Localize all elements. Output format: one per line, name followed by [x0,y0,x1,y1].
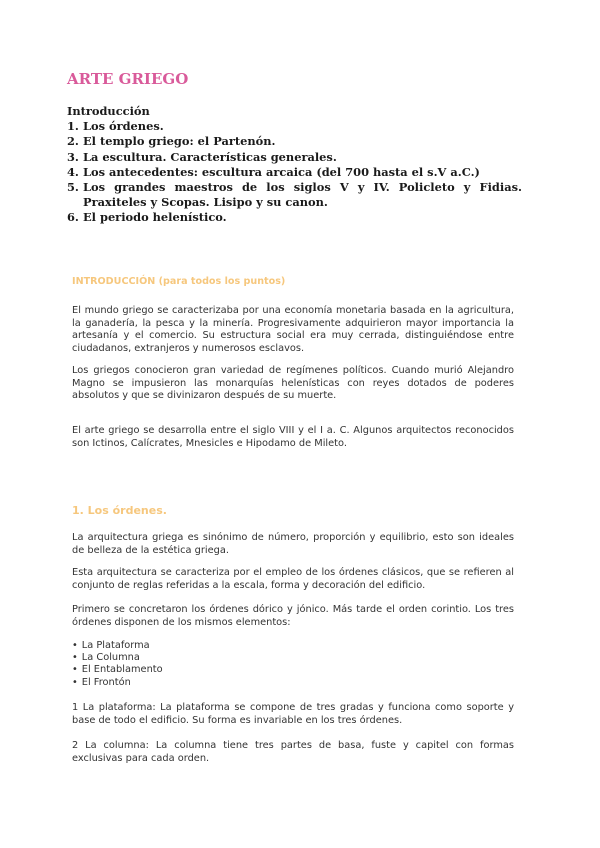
list-item: • La Plataforma [72,640,163,652]
toc-item [67,119,522,134]
toc-item-number: 4. [67,164,79,179]
toc-item-text: Los órdenes. [83,119,164,134]
paragraph: 2 La columna: La columna tiene tres partes de basa, fuste y capitel con formas exclusivas para cada orden. [72,740,514,764]
toc-item [67,134,522,149]
toc-list [67,119,522,225]
table-of-contents [67,104,522,226]
paragraph: El mundo griego se caracterizaba por una economía monetaria basada en la agricultura, la ganadería, la pesca y la minería. Progresivamente adquirieron mayor importancia la artesanía y el comercio. Su estructura social era muy cerrada, distinguiéndose entre ciudadanos, extranjeros y numerosos esclavos. [72,305,514,354]
section-heading-introduccion: INTRODUCCIÓN (para todos los puntos) [72,276,286,287]
paragraph: Primero se concretaron los órdenes dórico y jónico. Más tarde el orden corintio. Los tres órdenes disponen de los mismos elementos: [72,604,514,628]
toc-item-number: 5. [67,180,79,195]
toc-intro: Introducción [67,104,150,118]
toc-item [67,165,522,180]
toc-item-text: Los grandes maestros de los siglos V y IV. Policleto y Fidias. Praxiteles y Scopas. Lisipo y su canon. [83,180,522,210]
toc-item-number: 2. [67,134,79,149]
toc-item [67,210,522,225]
list-item: • La Columna [72,652,163,664]
paragraph: 1 La plataforma: La plataforma se compone de tres gradas y funciona como soporte y base de todo el edificio. Su forma es invariable en los tres órdenes. [72,702,514,726]
toc-item-number: 1. [67,119,79,134]
toc-item-text: La escultura. Características generales. [83,149,337,164]
elements-list [72,640,163,689]
toc-item [67,180,522,210]
toc-item [67,150,522,165]
list-item: • El Frontón [72,677,163,689]
toc-item-text: Los antecedentes: escultura arcaica (del 700 hasta el s.V a.C.) [83,164,480,179]
section-heading-ordenes: 1. Los órdenes. [72,504,167,517]
toc-item-number: 3. [67,149,79,164]
paragraph: Los griegos conocieron gran variedad de regímenes políticos. Cuando murió Alejandro Magno se impusieron las monarquías helenísticas con reyes dotados de poderes absolutos y que se divinizaron después de su muerte. [72,365,514,402]
toc-item-number: 6. [67,210,79,225]
paragraph: La arquitectura griega es sinónimo de número, proporción y equilibrio, esto son ideales de belleza de la estética griega. [72,532,514,556]
list-item: • El Entablamento [72,664,163,676]
paragraph: Esta arquitectura se caracteriza por el empleo de los órdenes clásicos, que se refieren al conjunto de reglas referidas a la escala, forma y decoración del edificio. [72,567,514,591]
toc-item-text: El templo griego: el Partenón. [83,134,276,149]
toc-item-text: El periodo helenístico. [83,210,227,225]
paragraph: El arte griego se desarrolla entre el siglo VIII y el I a. C. Algunos arquitectos reconocidos son Ictinos, Calícrates, Mnesicles e Hipodamo de Mileto. [72,425,514,449]
document-title: ARTE GRIEGO [67,70,189,88]
